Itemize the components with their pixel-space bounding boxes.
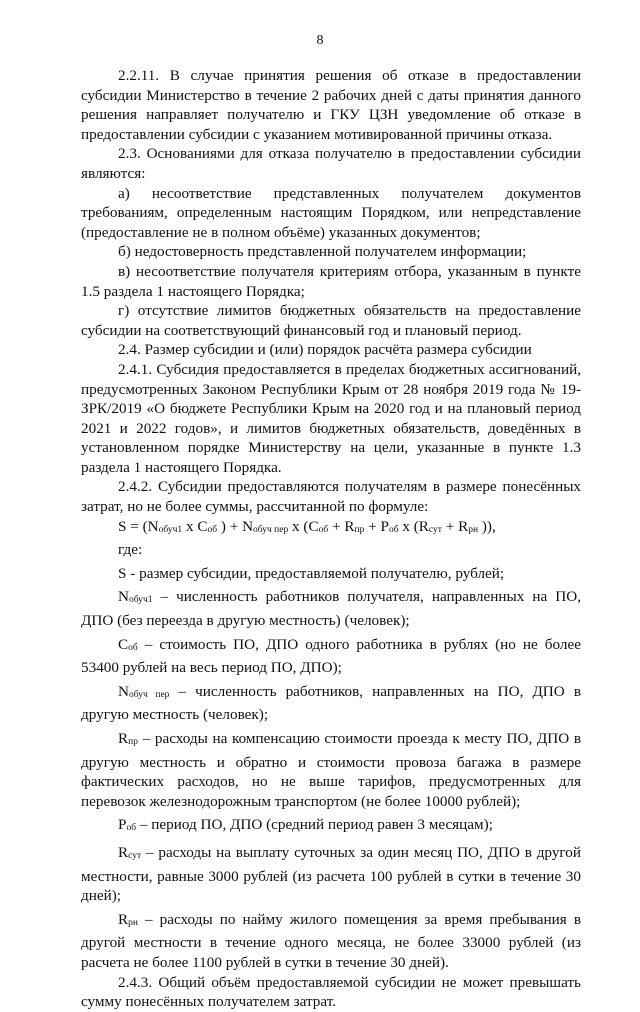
paragraph-2-3: 2.3. Основаниями для отказа получателю в предоставлении субсидии являются: xyxy=(81,145,581,182)
paragraph-2-4-1: 2.4.1. Субсидия предоставляется в пределах бюджетных ассигнований, предусмотренных Законом Республики Крым от 28 ноября 2019 года № 19-ЗРК/2019 «О бюджете Республики Крым на 2020 год и на плановый период 2021 и 2022 годов», и лимитов бюджетных обязательств, доведённых в установленном порядке Министерству на цели, указанные в пункте 1.3 раздела 1 настоящего Порядка. xyxy=(81,360,581,476)
definition-r-sut: $R_{сут}$ – расходы на выплату суточных за один месяц ПО, ДПО в другой местности, равные 3000 рублей (из расчета 100 рублей в сутки в течение 30 дней); xyxy=(81,843,581,905)
list-item-b: б) недостоверность представленной получателем информации; xyxy=(118,243,527,261)
definition-n-obuch1: $N_{обуч1}$ – численность работников получателя, направленных на ПО, ДПО (без переезда в другую местность) (человек); xyxy=(81,588,581,630)
definition-n-obuch-per: $N_{обуч пер}$ – численность работников, направленных на ПО, ДПО в другую местность (человек); xyxy=(81,682,581,724)
list-item-v: в) несоответствие получателя критериям отбора, указанным в пункте 1.5 раздела 1 настоящего Порядка; xyxy=(81,262,581,300)
paragraph-2-4: 2.4. Размер субсидии и (или) порядок расчёта размера субсидии xyxy=(118,341,532,359)
page-number: 8 xyxy=(316,33,324,48)
where-label: где: xyxy=(118,541,143,559)
subsidy-formula: $S = (N_{обуч1}$ x $C_{об}$ ) + $N_{обуч пер}$ x ($C_{об} + R_{пр} + P_{об}$ x ($R_{сут} + R_{рн}$ )), xyxy=(118,517,496,535)
definition-r-pr: $R_{пр}$ – расходы на компенсацию стоимости проезда к месту ПО, ДПО в другую местность и обратно и стоимости провоза багажа в размере фактических расходов, но не выше тарифов, предусмотренных для перевозок железнодорожным транспортом (не более 10000 рублей); xyxy=(81,730,581,810)
list-item-g: г) отсутствие лимитов бюджетных обязательств на предоставление субсидии на соответствующий финансовый год и плановый период. xyxy=(81,302,581,339)
list-item-a: а) несоответствие представленных получателем документов требованиям, определенным настоящим Порядком, или непредставление (предоставление не в полном объёме) указанных документов; xyxy=(81,184,581,241)
document-body xyxy=(81,66,581,1012)
paragraph-2-2-11: 2.2.11. В случае принятия решения об отказе в предоставлении субсидии Министерство в течение 2 рабочих дней с даты принятия данного решения направляет получателю и ГКУ ЦЗН уведомление об отказе в предоставлении субсидии с указанием мотивированной причины отказа. xyxy=(81,67,581,143)
paragraph-2-4-3: 2.4.3. Общий объём предоставляемой субсидии не может превышать сумму понесённых получателем затрат. xyxy=(81,973,581,1011)
definition-s: S - размер субсидии, предоставляемой получателю, рублей; xyxy=(118,564,505,582)
definition-r-rn: $R_{рн}$ – расходы по найму жилого помещения за время пребывания в другой местности в течение одного месяца, не более 33000 рублей (из расчета не более 1100 рублей в сутки в течение 30 дней). xyxy=(81,910,581,971)
definition-c-ob: $C_{об}$ – стоимость ПО, ДПО одного работника в рублях (но не более 53400 рублей на весь период ПО, ДПО); xyxy=(81,635,581,677)
definition-p-ob: $P_{об}$ – период ПО, ДПО (средний период равен 3 месяцам); xyxy=(118,816,493,834)
paragraph-2-4-2: 2.4.2. Субсидии предоставляются получателям в размере понесённых затрат, но не более суммы, рассчитанной по формуле: xyxy=(81,478,581,516)
